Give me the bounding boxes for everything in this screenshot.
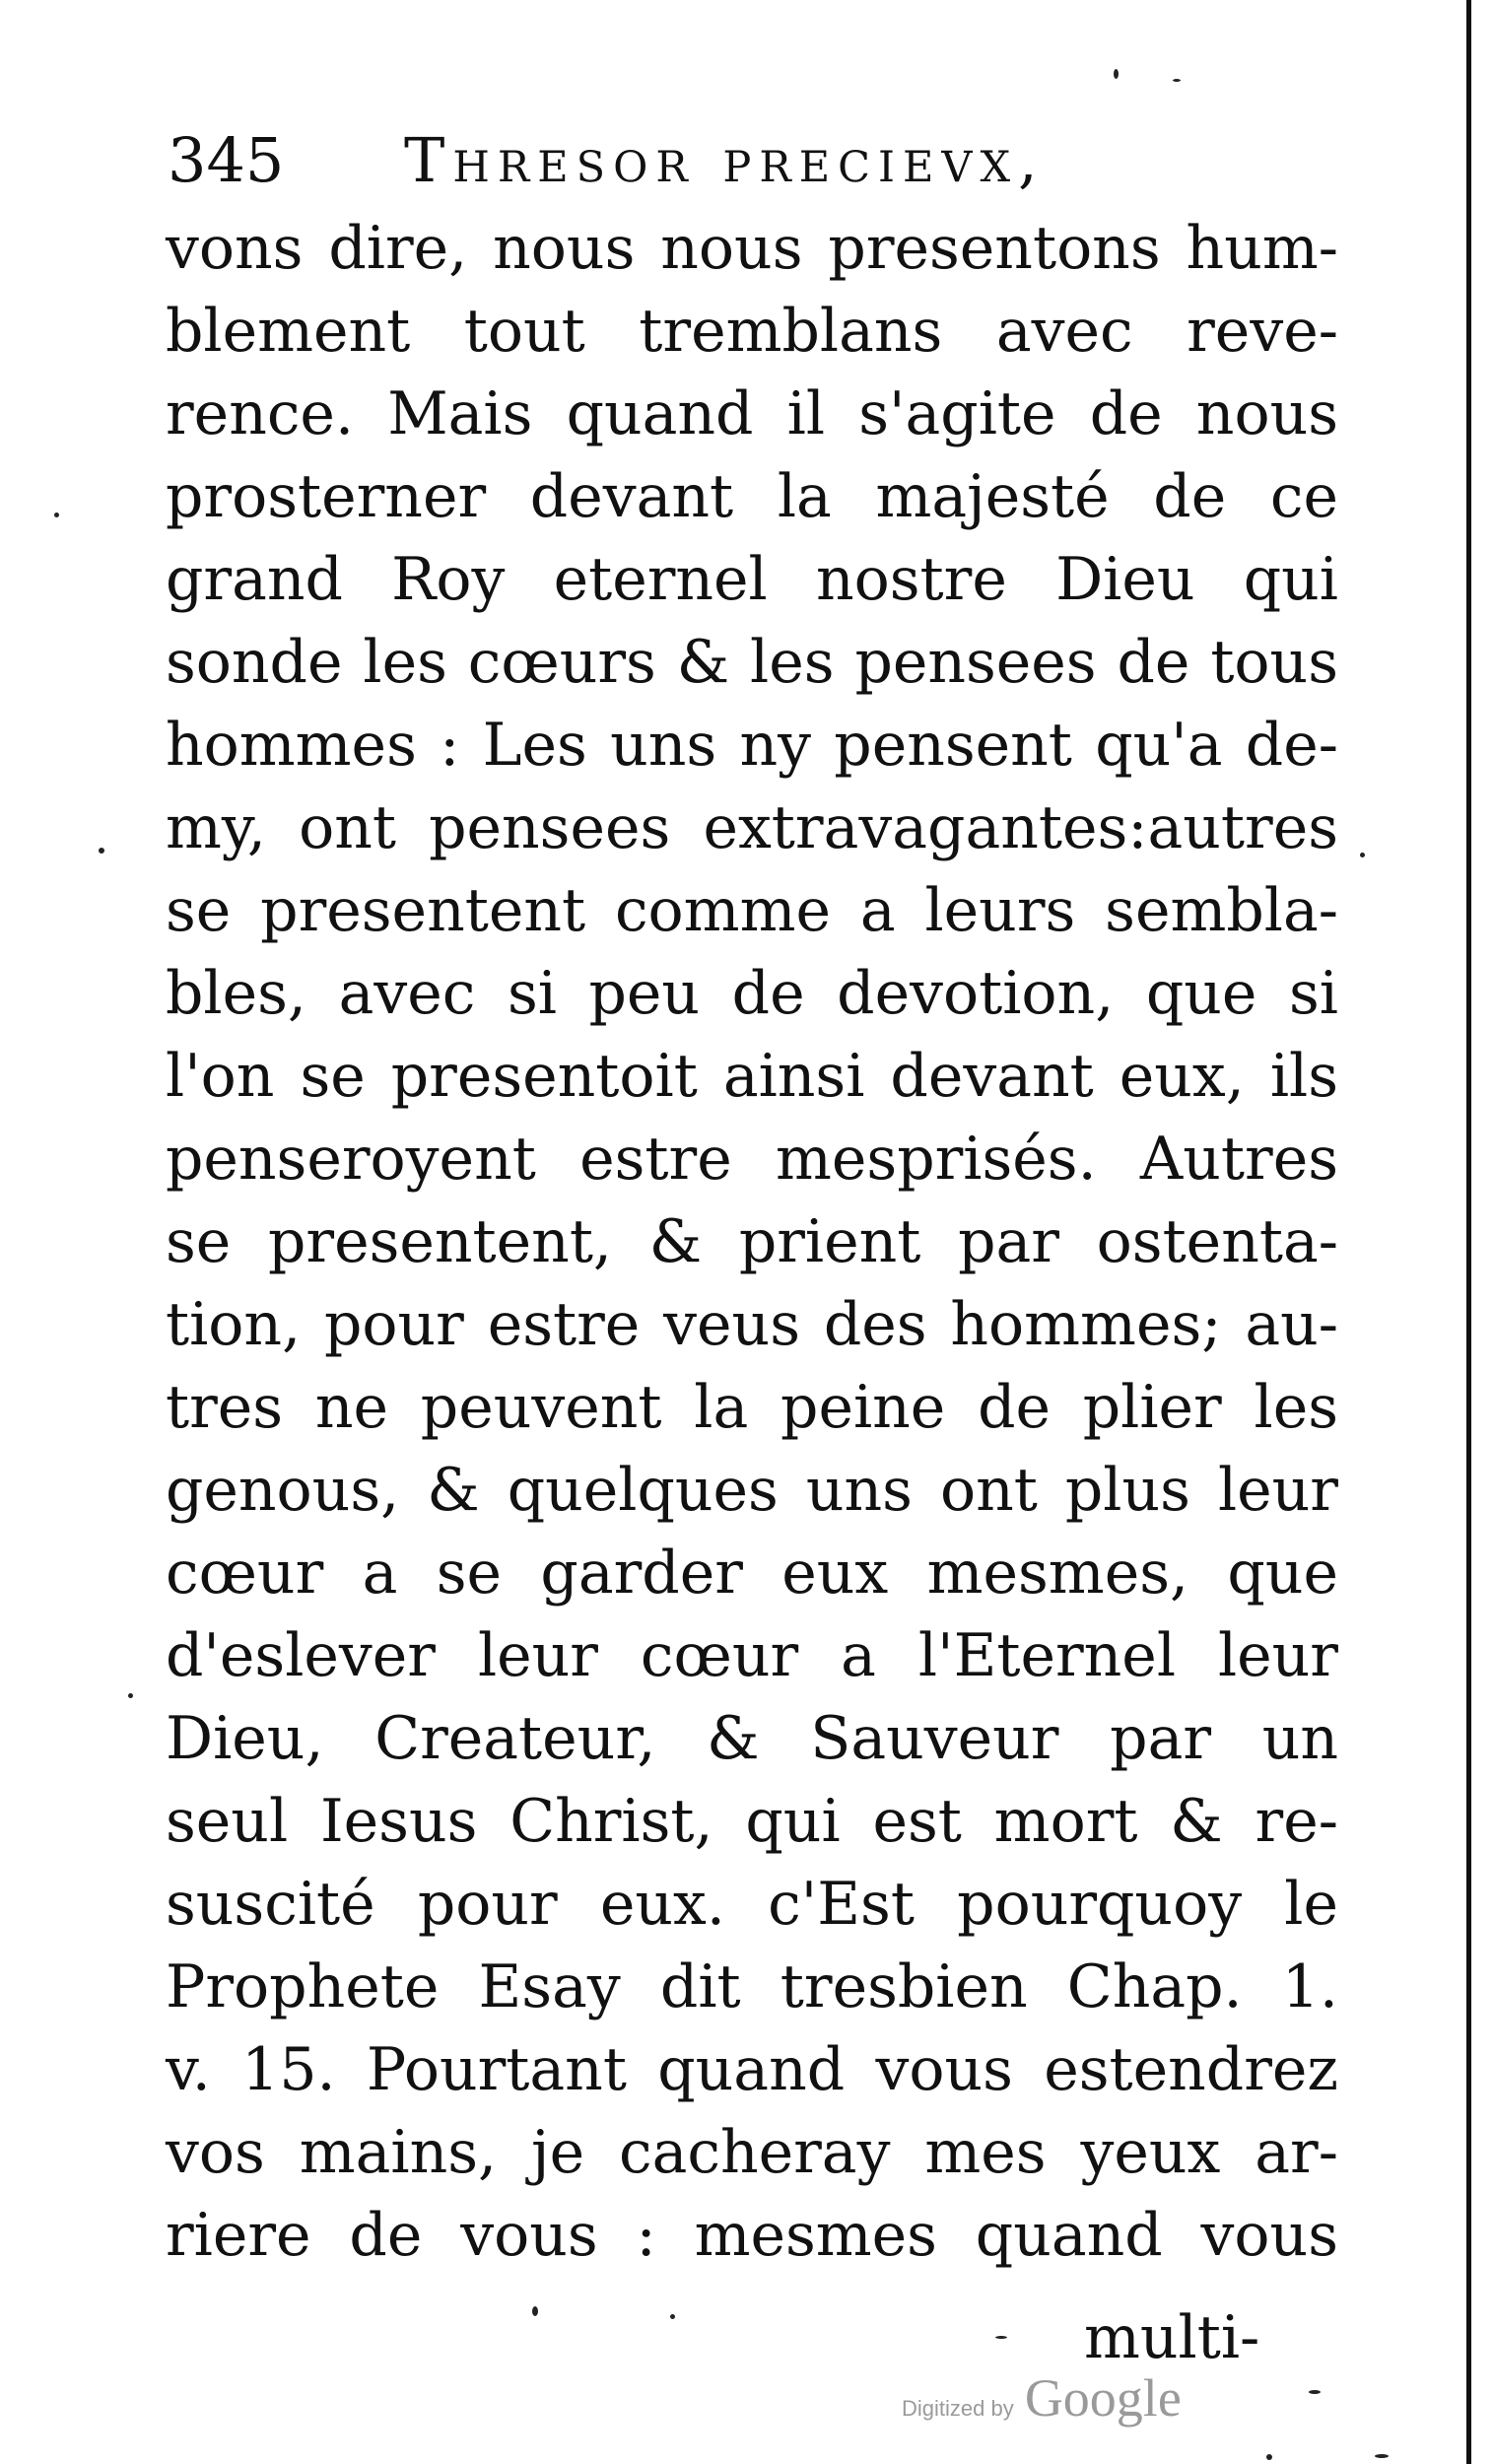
text-line: vons dire, nous nous presentons hum- [166,214,1338,283]
text-line: cœur a se garder eux mesmes, que [166,1539,1338,1608]
catchword: multi- [1084,2303,1260,2372]
text-line: l'on se presentoit ainsi devant eux, ils [166,1042,1338,1111]
text-line: Prophete Esay dit tresbien Chap. 1. [166,1952,1338,2021]
page-header [168,116,1350,205]
text-line: genous, & quelques uns ont plus leur [166,1456,1338,1525]
scan-speck [54,513,59,517]
text-line: Dieu, Createur, & Sauveur par un [166,1704,1338,1773]
scan-speck [1375,2454,1389,2458]
text-line: grand Roy eternel nostre Dieu qui [166,545,1338,614]
scan-speck [1173,79,1181,82]
text-line: riere de vous : mesmes quand vous [166,2201,1338,2270]
text-line: hommes : Les uns ny pensent qu'a de- [166,711,1338,780]
text-line: tres ne peuvent la peine de plier les [166,1373,1338,1442]
text-line: sonde les cœurs & les pensees de tous [166,628,1338,697]
text-line: tion, pour estre veus des hommes; au- [166,1290,1338,1359]
body-text [166,207,1338,2277]
scan-speck [532,2306,538,2316]
text-line: se presentent comme a leurs sembla- [166,876,1338,945]
text-line: se presentent, & prient par ostenta- [166,1207,1338,1276]
text-line: prosterner devant la majesté de ce [166,462,1338,531]
digitization-watermark [902,2363,1182,2432]
scan-speck [1309,2390,1321,2394]
watermark-prefix: Digitized by [902,2396,1014,2421]
scan-speck [1360,853,1365,857]
scan-speck [1266,2454,1272,2460]
text-line: v. 15. Pourtant quand vous estendrez [166,2035,1338,2104]
text-line: d'eslever leur cœur a l'Eternel leur [166,1621,1338,1690]
text-line: rence. Mais quand il s'agite de nous [166,379,1338,448]
text-line: penseroyent estre mesprisés. Autres [166,1125,1338,1194]
text-line: seul Iesus Christ, qui est mort & re- [166,1787,1338,1856]
scan-speck [1114,69,1119,79]
text-line: vos mains, je cacheray mes yeux ar- [166,2118,1338,2187]
scan-speck [99,848,104,854]
page-edge-rule [1466,0,1471,2464]
scan-speck [670,2314,675,2319]
google-logo: Google [1024,2368,1182,2428]
scan-speck [995,2336,1007,2339]
text-line: blement tout tremblans avec reve- [166,297,1338,366]
text-line: bles, avec si peu de devotion, que si [166,959,1338,1028]
page-number: 345 [168,124,285,196]
scan-speck [128,1693,133,1698]
running-title: Thresor precievx, [404,124,1046,196]
text-line: suscité pour eux. c'Est pourquoy le [166,1870,1338,1939]
text-line: my, ont pensees extravagantes:autres [166,793,1338,862]
